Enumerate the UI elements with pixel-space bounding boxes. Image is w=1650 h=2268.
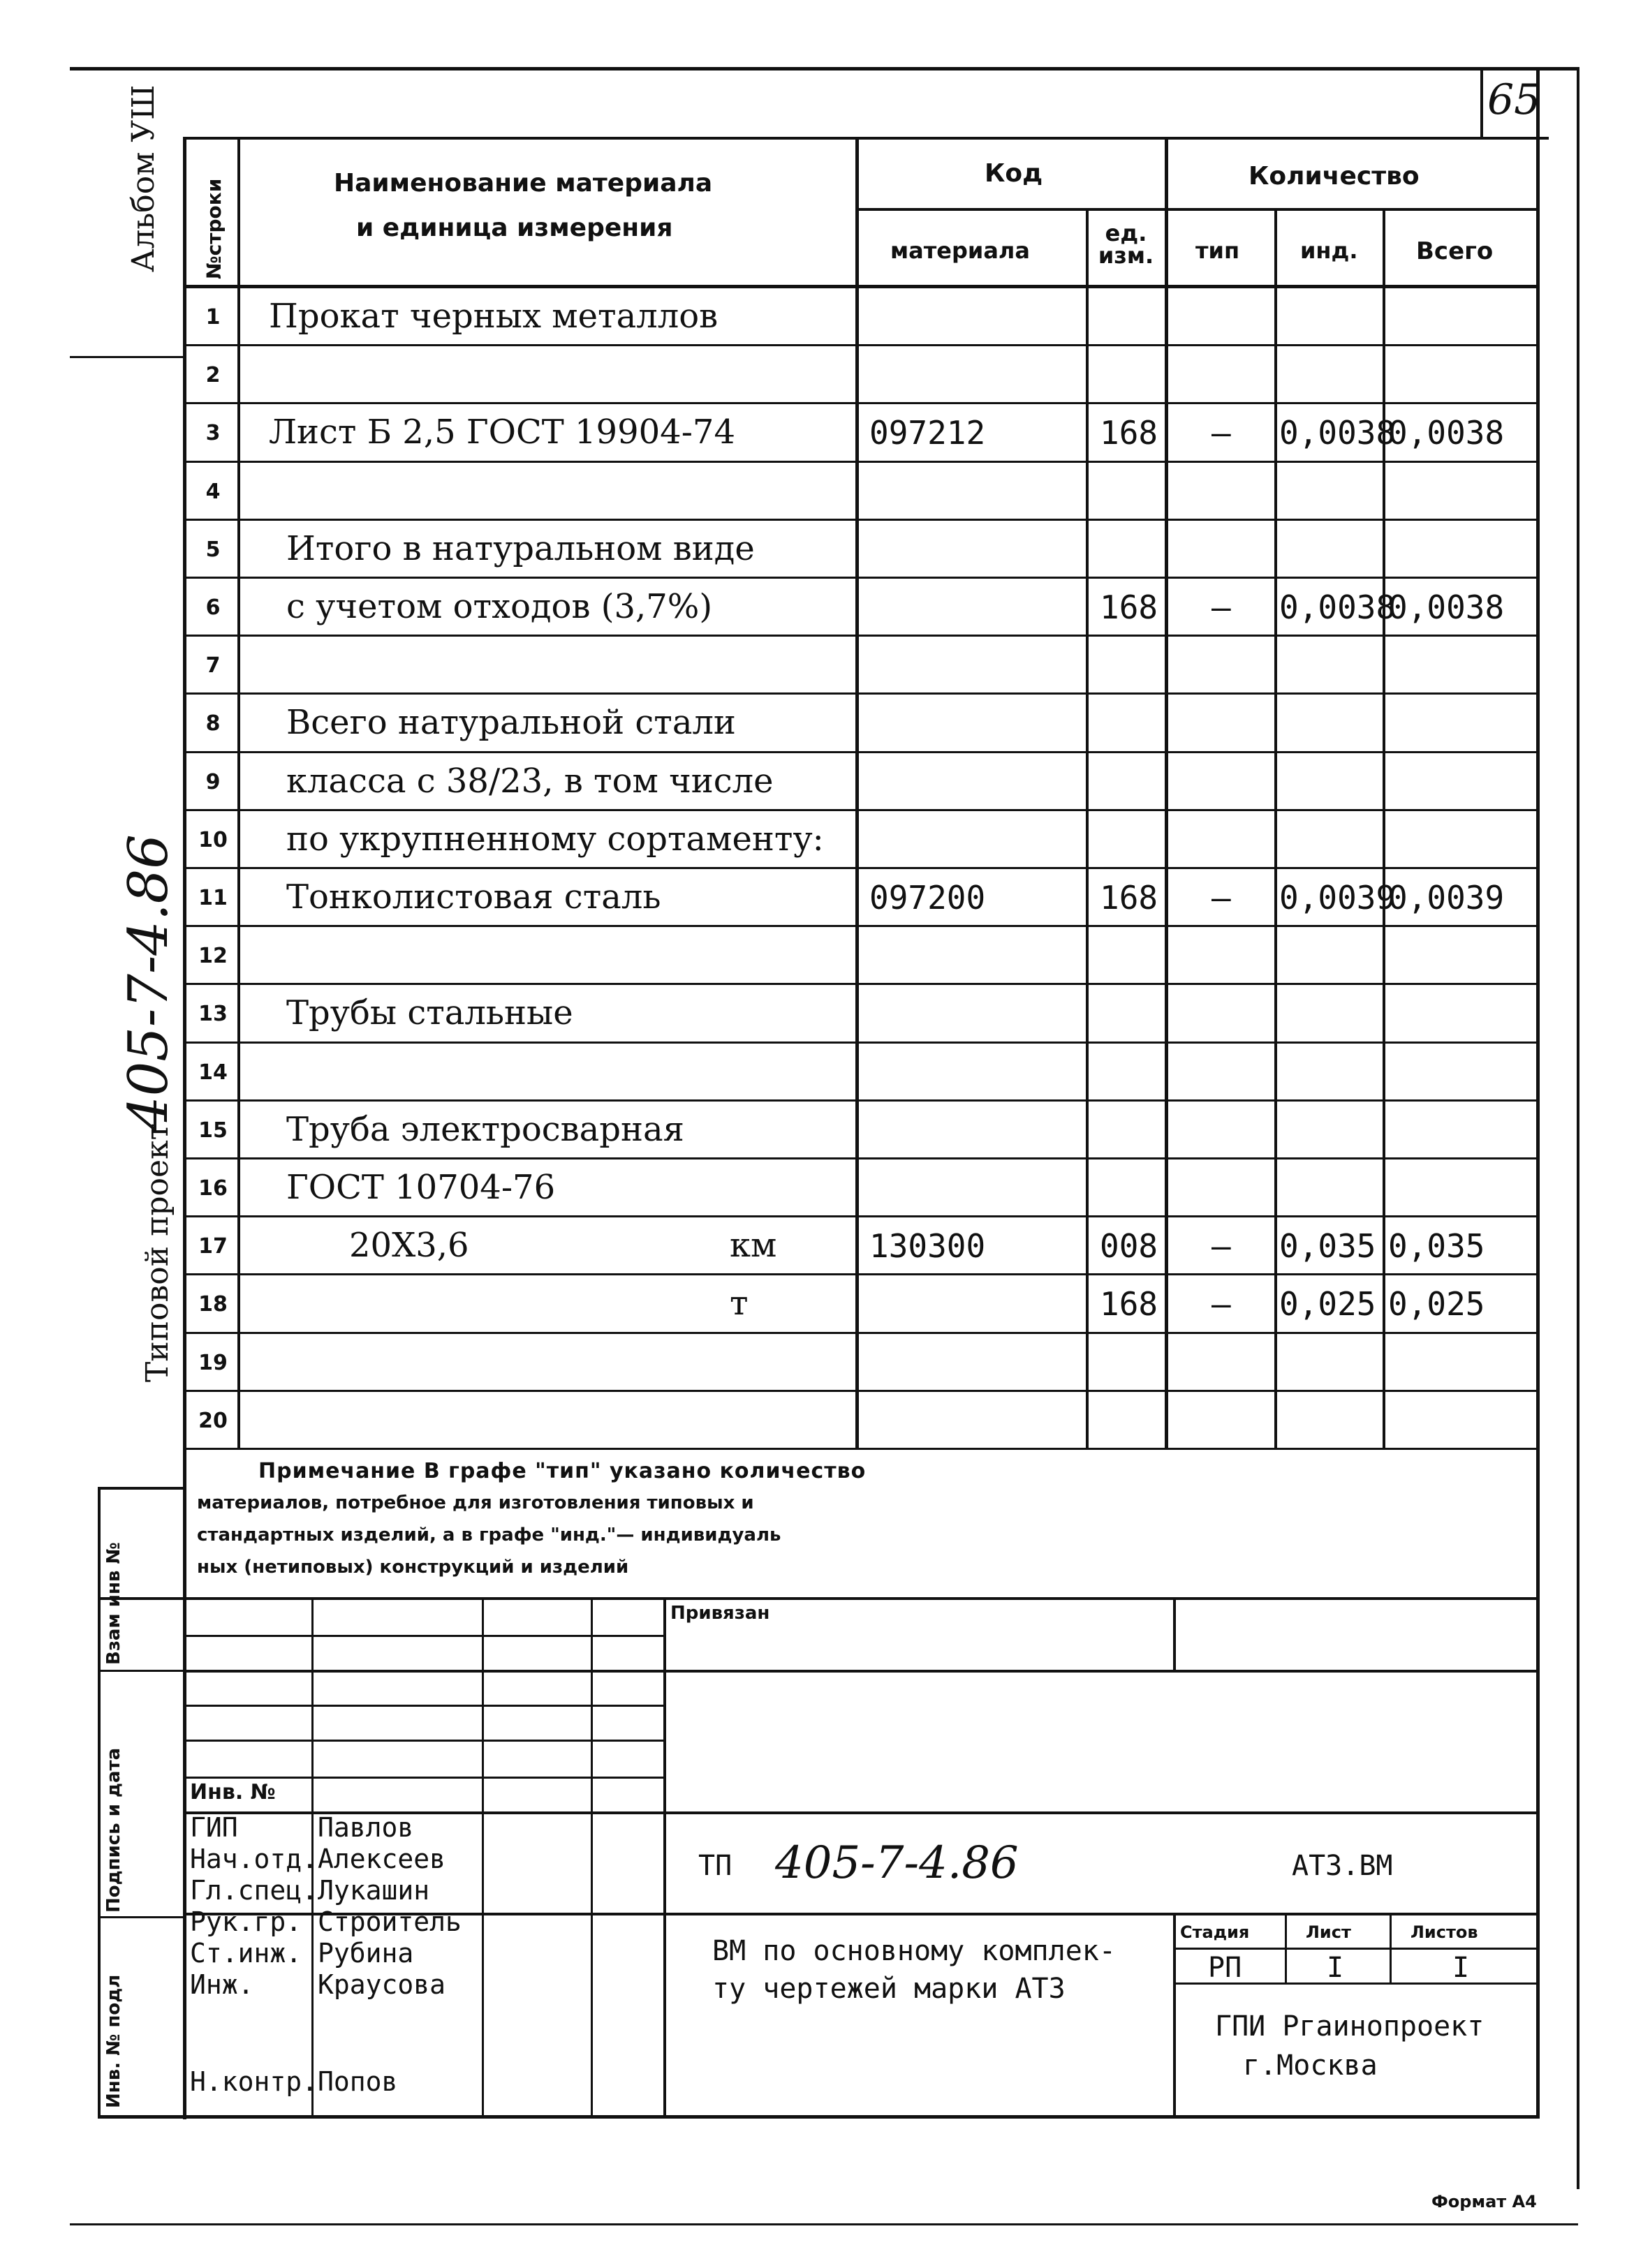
row-material-code: 097212	[869, 414, 986, 452]
header-code: Код	[985, 159, 1043, 188]
row-ind: 0,025	[1279, 1285, 1376, 1324]
row-number: 8	[205, 711, 221, 736]
header-q-ind: инд.	[1300, 237, 1358, 264]
row-type: –	[1211, 414, 1231, 452]
row-unit-code: 008	[1100, 1227, 1158, 1266]
note-line4: ных (нетиповых) конструкций и изделий	[197, 1557, 629, 1578]
row-name: класса с 38/23, в том числе	[286, 761, 774, 801]
row-type: –	[1211, 1285, 1231, 1324]
row-number: 18	[198, 1292, 228, 1317]
header-name-line2: и единица измерения	[356, 214, 673, 242]
top-rule	[70, 67, 1578, 71]
row-ind: 0,035	[1279, 1227, 1376, 1266]
row-number: 4	[205, 479, 221, 504]
row-ind: 0,0038	[1279, 588, 1396, 626]
row-line	[183, 344, 1540, 346]
row-number: 14	[198, 1060, 228, 1085]
row-unit: т	[730, 1284, 749, 1324]
left-strip-line	[98, 1487, 101, 2115]
row-number: 12	[198, 944, 228, 969]
stamp-sheets-header: Листов	[1410, 1922, 1478, 1942]
stamp-v8	[1390, 1913, 1392, 1984]
row-total: 0,0039	[1388, 879, 1505, 917]
row-material-code: 097200	[869, 879, 986, 917]
stamp-title-line1: ВМ по основному комплек-	[712, 1935, 1116, 1967]
row-line	[183, 635, 1540, 637]
row-line	[183, 402, 1540, 404]
stamp-tp-label: ТП	[698, 1850, 732, 1882]
header-row-no: №строки	[202, 178, 226, 279]
row-line	[183, 1332, 1540, 1334]
note-line3: стандартных изделий, а в графе "инд."— индивидуаль	[197, 1525, 781, 1546]
row-line	[183, 983, 1540, 985]
row-line	[183, 1273, 1540, 1275]
col-ind-line	[1383, 208, 1385, 1449]
col-num-line	[237, 137, 240, 1449]
header-code-material: материала	[890, 237, 1030, 264]
row-line	[183, 1157, 1540, 1159]
row-name: Труба электросварная	[286, 1109, 684, 1149]
left-strip-sep2	[98, 1916, 186, 1918]
header-code-unit: ед. изм.	[1098, 220, 1154, 269]
stamp-v4	[663, 1597, 666, 2117]
row-name: Итого в натуральном виде	[286, 528, 755, 568]
stamp-title-line2: ту чертежей марки АТЗ	[712, 1973, 1066, 2005]
row-line	[183, 925, 1540, 927]
stamp-sheet: I	[1327, 1952, 1344, 1984]
row-name: Трубы стальные	[286, 993, 573, 1033]
row-total: 0,025	[1388, 1285, 1485, 1324]
stamp-v6	[1173, 1913, 1176, 2115]
bottom-rule	[70, 2223, 1578, 2225]
left-label-inv: Инв. № подл	[103, 1974, 124, 2108]
stamp-mark: АТЗ.ВМ	[1292, 1850, 1393, 1882]
header-quantity: Количество	[1248, 162, 1420, 191]
row-total: 0,0038	[1388, 588, 1505, 626]
stamp-tp-number: 405-7-4.86	[775, 1837, 1019, 1889]
row-material-code: 130300	[869, 1227, 986, 1266]
stamp-org-line1: ГПИ Ргаинопроект	[1215, 2010, 1485, 2043]
row-name: ГОСТ 10704-76	[286, 1168, 556, 1207]
row-unit-code: 168	[1100, 588, 1158, 626]
row-ind: 0,0038	[1279, 414, 1396, 452]
stamp-top	[98, 1597, 1540, 1600]
row-name: Всего натуральной стали	[286, 703, 736, 743]
page-number-box-left	[1480, 70, 1483, 140]
stamp-sheets: I	[1452, 1952, 1470, 1984]
row-number: 16	[198, 1176, 228, 1201]
row-line	[183, 519, 1540, 521]
stamp-org-line2: г.Москва	[1243, 2050, 1378, 2082]
row-name: по укрупненному сортаменту:	[286, 819, 824, 859]
col-name-line	[855, 137, 859, 1449]
row-type: –	[1211, 879, 1231, 917]
signature-role: Гл.спец.	[190, 1875, 318, 1906]
row-line	[183, 809, 1540, 811]
stamp-stage-header: Стадия	[1180, 1922, 1250, 1942]
left-label-sign: Подпись и дата	[103, 1747, 124, 1913]
album-rule	[70, 356, 186, 358]
stamp-v2	[482, 1597, 484, 2117]
stamp-stage: РП	[1208, 1952, 1242, 1984]
signature-role: Н.контр.	[190, 2066, 318, 2097]
row-type: –	[1211, 588, 1231, 626]
row-unit-code: 168	[1100, 1285, 1158, 1324]
row-line	[183, 461, 1540, 463]
row-number: 6	[205, 595, 221, 620]
frame-top	[183, 137, 1549, 140]
page-number: 65	[1487, 75, 1541, 124]
row-number: 9	[205, 769, 221, 794]
row-number: 11	[198, 886, 228, 910]
row-unit-code: 168	[1100, 414, 1158, 452]
row-number: 20	[198, 1408, 228, 1433]
col-unit-line	[1165, 137, 1168, 1449]
row-line	[183, 1390, 1540, 1392]
row-number: 15	[198, 1118, 228, 1143]
project-number: 405-7-4.86	[117, 834, 180, 1131]
signature-name: Рубина	[318, 1938, 414, 1969]
header-name-line1: Наименование материала	[334, 169, 713, 198]
row-line	[183, 1215, 1540, 1217]
row-number: 10	[198, 827, 228, 852]
row-line	[183, 1099, 1540, 1102]
row-line	[183, 692, 1540, 695]
left-strip-sep1	[98, 1670, 186, 1672]
signature-name: Алексеев	[318, 1844, 446, 1874]
left-label-replace: Взам инв №	[103, 1542, 124, 1665]
right-outer-rule	[1577, 67, 1579, 2189]
row-number: 1	[205, 305, 221, 329]
header-mid-line	[855, 208, 1540, 211]
row-number: 17	[198, 1234, 228, 1259]
row-name: Лист Б 2,5 ГОСТ 19904-74	[269, 413, 735, 452]
row-total: 0,035	[1388, 1227, 1485, 1266]
row-line	[183, 1448, 1540, 1450]
row-ind: 0,0039	[1279, 879, 1396, 917]
row-line	[183, 867, 1540, 869]
frame-right	[1536, 67, 1540, 2118]
project-label: Типовой проект	[140, 1123, 175, 1382]
row-line	[183, 751, 1540, 753]
note-line2: материалов, потребное для изготовления типовых и	[197, 1492, 754, 1513]
row-number: 13	[198, 1002, 228, 1027]
signature-role: Нач.отд.	[190, 1844, 318, 1874]
signature-name: Строитель	[318, 1906, 462, 1937]
stamp-sheet-header: Лист	[1306, 1922, 1351, 1942]
left-strip-top	[98, 1487, 186, 1490]
signature-name: Павлов	[318, 1812, 414, 1843]
row-type: –	[1211, 1227, 1231, 1266]
stamp-inv: Инв. №	[190, 1780, 276, 1804]
stamp-privyazan: Привязан	[670, 1603, 770, 1624]
stamp-h-stage	[1173, 1948, 1540, 1950]
stamp-v3	[591, 1597, 593, 2117]
signature-name: Попов	[318, 2066, 398, 2097]
signature-name: Лукашин	[318, 1875, 430, 1906]
stamp-v7	[1285, 1913, 1287, 1984]
album-label: Альбом УШ	[126, 84, 161, 272]
row-name: Прокат черных металлов	[269, 297, 719, 336]
row-total: 0,0038	[1388, 414, 1505, 452]
row-number: 3	[205, 421, 221, 446]
row-number: 19	[198, 1350, 228, 1375]
row-name: Тонколистовая сталь	[286, 877, 661, 917]
row-unit-code: 168	[1100, 879, 1158, 917]
stamp-v5	[1173, 1597, 1176, 1670]
frame-bottom	[98, 2115, 1540, 2119]
stamp-h2	[183, 1670, 1540, 1673]
header-q-total: Всего	[1416, 237, 1494, 265]
signature-role: ГИП	[190, 1812, 238, 1843]
note-line1: Примечание В графе "тип" указано количество	[258, 1459, 867, 1483]
signature-role: Инж.	[190, 1969, 254, 2000]
row-line	[183, 577, 1540, 579]
row-name: 20X3,6	[349, 1226, 469, 1266]
row-name: с учетом отходов (3,7%)	[286, 587, 713, 626]
col-code-line	[1086, 208, 1089, 1449]
row-number: 7	[205, 653, 221, 679]
signature-name: Краусова	[318, 1969, 446, 2000]
footer-format: Формат А4	[1431, 2192, 1537, 2211]
header-bottom-line	[183, 285, 1540, 288]
frame-left	[183, 137, 186, 2119]
signature-role: Ст.инж.	[190, 1938, 302, 1969]
row-number: 2	[205, 363, 221, 388]
header-q-type: тип	[1195, 237, 1240, 264]
col-type-line	[1274, 208, 1277, 1449]
row-line	[183, 1042, 1540, 1044]
row-unit: км	[730, 1226, 777, 1266]
signature-role: Рук.гр.	[190, 1906, 302, 1937]
row-number: 5	[205, 537, 221, 562]
